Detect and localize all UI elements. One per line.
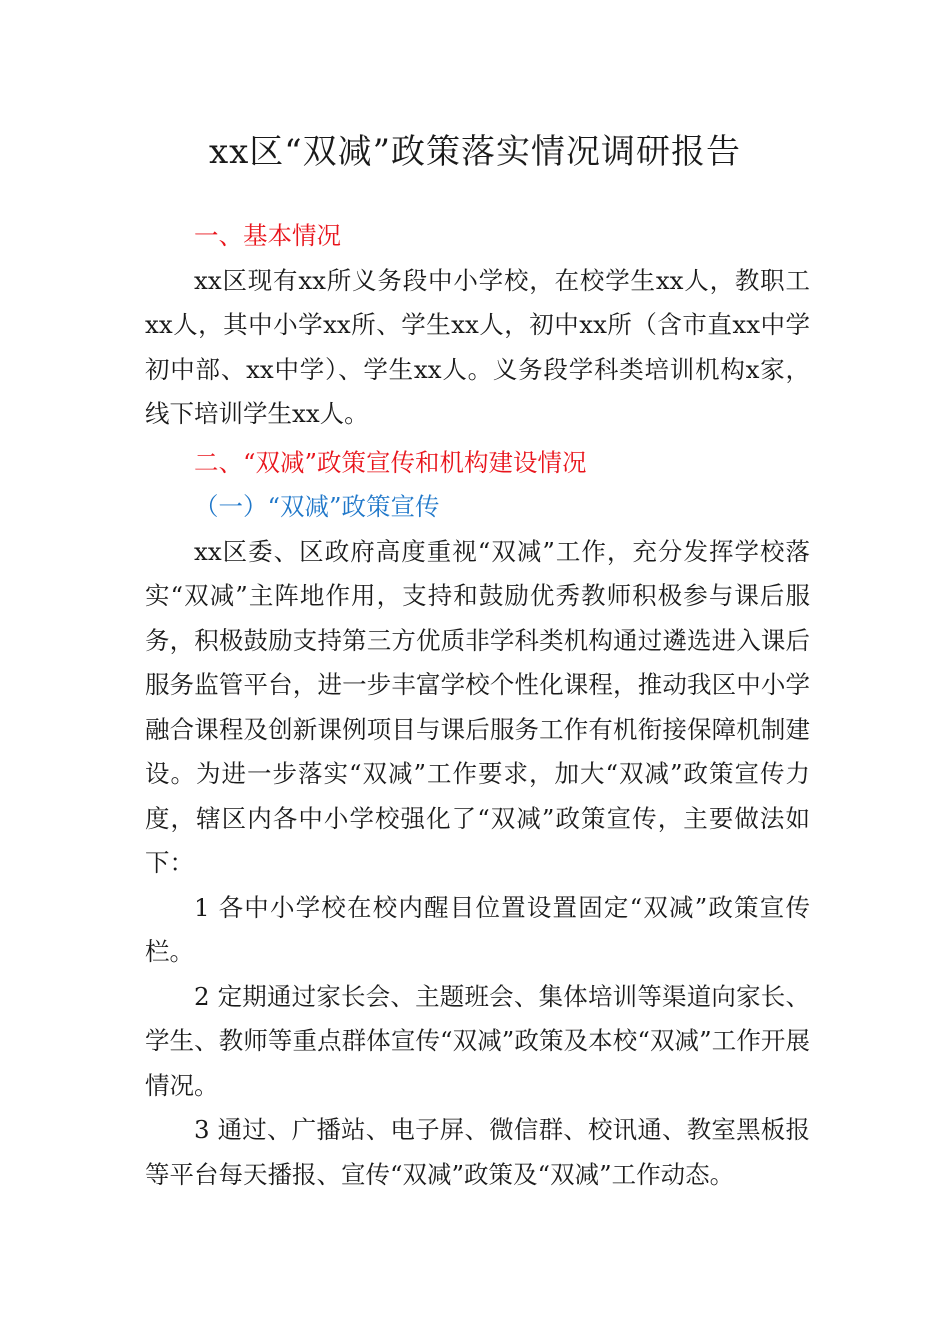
subsection-heading-policy-publicity: （一）“双减”政策宣传 <box>194 492 440 521</box>
section-heading-policy-publicity: 二、“双减”政策宣传和机构建设情况 <box>194 447 587 477</box>
document-body <box>145 214 810 1197</box>
list-item-2: 2 定期通过家长会、主题班会、集体培训等渠道向家长、学生、教师等重点群体宣传“双减”政策及本校“双减”工作开展情况。 <box>145 981 810 1100</box>
paragraph-policy-publicity: xx区委、区政府高度重视“双减”工作，充分发挥学校落实“双减”主阵地作用，支持和鼓励优秀教师积极参与课后服务，积极鼓励支持第三方优质非学科类机构通过遴选进入课后服务监管平台，进一步丰富学校个性化课程，推动我区中小学融合课程及创新课例项目与课后服务工作有机衔接保障机制建设。为进一步落实“双减”工作要求，加大“双减”政策宣传力度，辖区内各中小学校强化了“双减”政策宣传，主要做法如下： <box>145 536 810 877</box>
list-item-3: 3 通过、广播站、电子屏、微信群、校讯通、教室黑板报等平台每天播报、宣传“双减”政策及“双减”工作动态。 <box>145 1115 810 1189</box>
list-item-1: 1 各中小学校在校内醒目位置设置固定“双减”政策宣传栏。 <box>145 892 810 966</box>
paragraph-basic-info: xx区现有xx所义务段中小学校，在校学生xx人，教职工xx人，其中小学xx所、学生xx人，初中xx所（含市直xx中学初中部、xx中学）、学生xx人。义务段学科类培训机构x家，线下培训学生xx人。 <box>145 265 810 428</box>
page-title: xx区“双减”政策落实情况调研报告 <box>208 132 742 172</box>
section-heading-basic-info: 一、基本情况 <box>194 221 341 250</box>
